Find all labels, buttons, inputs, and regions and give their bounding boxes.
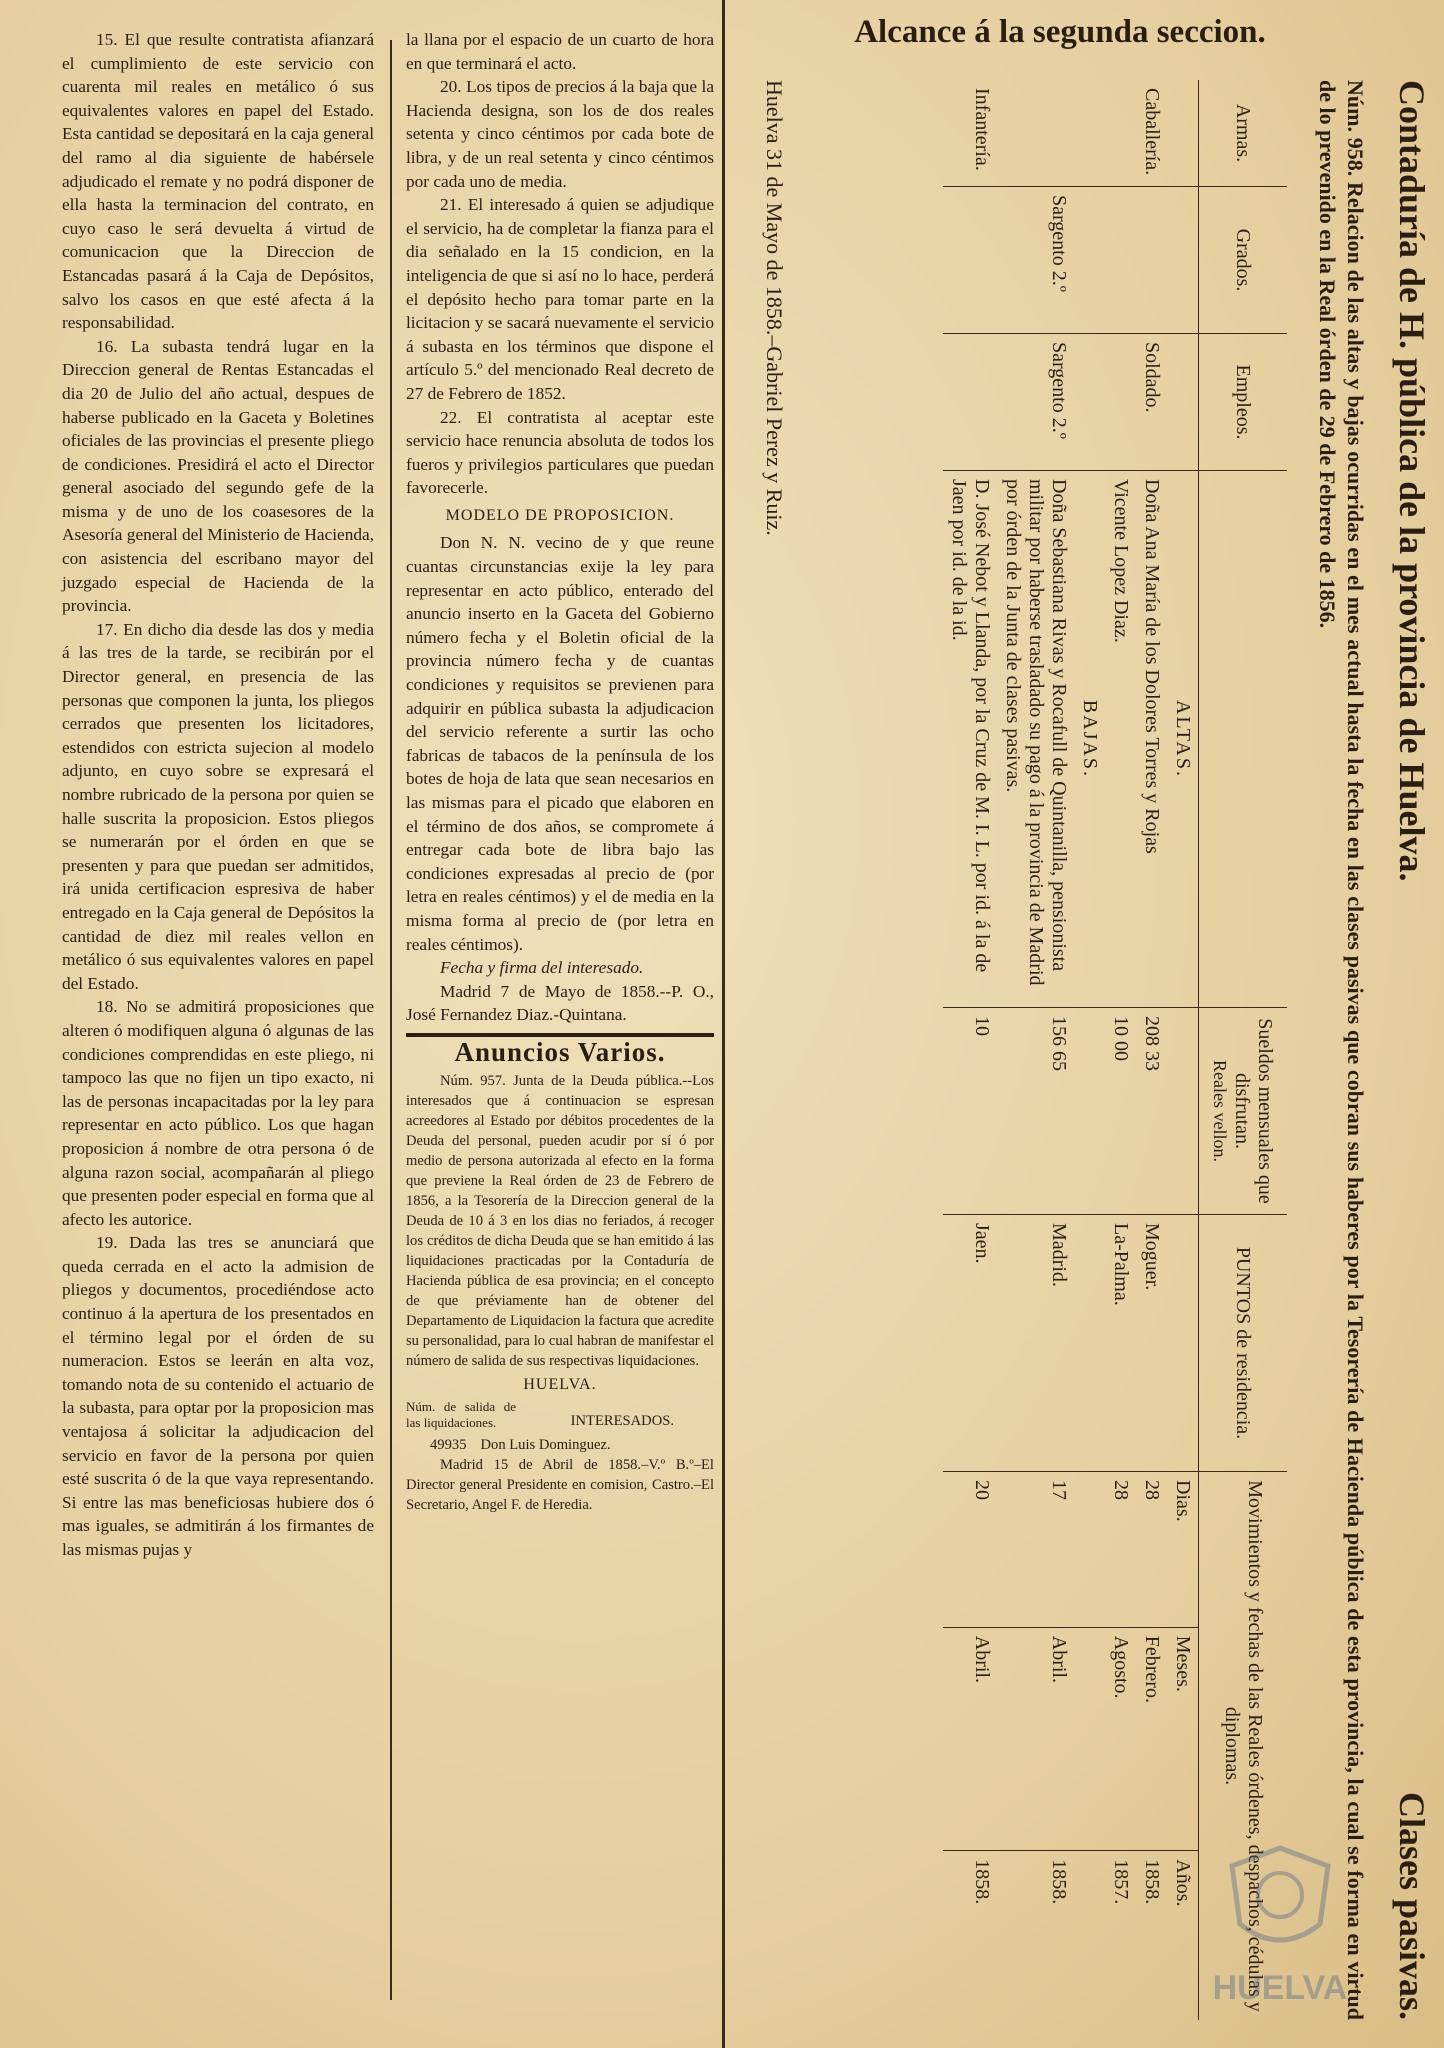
seal-text: HUELVA [1212,1969,1348,2007]
cell-dia: 17 [997,1472,1074,1628]
cell-arma [997,80,1074,187]
header-grados: Grados. [1199,187,1288,334]
column-2 [406,28,714,1515]
header-empleos: Empleos. [1199,334,1288,471]
paragraph-20: 20. Los tipos de precios á la baja que la Hacienda designa, son los de dos reales setenta y cinco céntimos por cada bote de libra, y de un real setenta y cinco céntimos por cada uno de media. [406,77,714,191]
anuncio-957 [406,1071,714,1515]
paragraph-22: 22. El contratista al aceptar este servicio hace renuncia absoluta de todos los fueros y privilegios particulares que puedan favorecerle. [406,407,714,498]
modelo-title: MODELO DE PROPOSICION. [445,506,675,524]
cell-punto: Madrid. [997,1215,1074,1472]
interesados-header: INTERESADOS. [570,1412,674,1429]
column-divider [390,40,392,2000]
cell-arma: Infantería. [971,88,993,171]
seal-shield-icon [1220,1840,1340,1960]
relacion-text: Núm. 958. Relacion de las altas y bajas ocurridas en el mes actual hasta la fecha en las clases pasivas que cobran sus haberes por la Tesorería de Hacienda pública de esta provincia, la cual se forma en virtud de lo prevenido en la Real órden de 29 de Febrero de 1856. [1315,80,1368,2020]
cell-empleo [943,334,997,471]
header-movimientos: Movimientos y fechas de las Reales órdenes, despachos, cédulas y diplomas. [1199,1472,1288,2021]
reales-label: Reales vellon. [1210,1060,1231,1162]
clases-pasivas-title: Clases pasivas. [1392,1791,1432,2020]
cell-arma: Caballería. [1141,88,1163,176]
cell-grado [1136,187,1167,334]
contaduria-title: Contaduría de H. pública de la provincia de Huelva. [1392,80,1432,882]
cell-ano: 1858. [943,1851,997,2020]
sub-anos: Años. [1167,1851,1199,2020]
cell-sueldo: 10 [943,1008,997,1215]
rotated-table-section [737,60,1437,2040]
cell-grado: Sargento 2.º [997,187,1074,334]
cell-punto: Moguer. [1136,1215,1167,1472]
cell-ano: 1858. [1136,1851,1167,2020]
paragraph-continuation: la llana por el espacio de un cuarto de hora en que terminará el acto. [406,30,714,73]
table-row [1105,80,1136,2020]
cell-mes: Agosto. [1105,1627,1136,1851]
cell-dia: 28 [1136,1472,1167,1628]
header-nombres [1199,471,1288,1008]
table-row [943,80,997,2020]
anuncio-headers [406,1399,714,1431]
alcance-heading: Alcance á la segunda seccion. [854,14,1266,50]
paragraph-18: 18. No se admitirá proposiciones que alteren ó modifiquen alguna ó algunas de las condiciones comprendidas en este pliego, ni tampoco las que no fijen un tipo exacto, ni las de personas incapacitadas por la ley para representar en acto público. Los que hagan proposicion á nombre de otra persona ó de alguna razon social, acompañarán al pliego que presenten poder especial en forma que al afecto les autorice. [62,997,374,1229]
header-puntos: PUNTOS de residencia. [1199,1215,1288,1472]
modelo-fecha: Fecha y firma del interesado. [440,958,644,978]
library-seal-icon [1180,1840,1380,2030]
table-row [1136,80,1167,2020]
cell-empleo: Sargento 2.º [997,334,1074,471]
cell-grado [1105,187,1136,334]
signature-line: Huelva 31 de Mayo de 1858.–Gabriel Perez y Ruiz. [762,80,787,536]
altas-bajas-table [943,80,1287,2020]
sub-meses: Meses. [1167,1627,1199,1851]
entry-name: Don Luis Dominguez. [480,1436,611,1453]
cell-nombre: Vicente Lopez Diaz. [1105,471,1136,1008]
cell-empleo: Soldado. [1136,334,1167,471]
cell-nombre: Doña Sebastiana Rivas y Rocafull de Quintanilla, pensionista militar por haberse trasladado su pago á la provincia de Madrid por órden de la Junta de clases pasivas. [997,471,1074,1008]
header-armas: Armas. [1199,80,1288,187]
cell-empleo [1105,334,1136,471]
cell-punto: La-Palma. [1105,1215,1136,1472]
header-sueldos [1199,1008,1288,1215]
sub-dias: Dias. [1167,1472,1199,1628]
anuncios-title: Anuncios Varios. [454,1036,666,1067]
cell-ano: 1858. [997,1851,1074,2020]
bajas-label: BAJAS. [1074,471,1105,1008]
sueldos-label: Sueldos mensuales que disfrutan. [1231,1018,1277,1204]
paragraph-19: 19. Dada las tres se anunciará que queda cerrada en el acto la admision de pliegos y documentos, procediéndose acto continuo á la apertura de los presentados en el término legal por el órden de su numeracion. Estos se leerán en alta voz, tomando nota de su contenido el actuario de la subasta, para optar por la proposicion mas ventajosa á solicitar la adjudicacion del servicio en favor de la persona por quien esté suscrita ó de la que vaya representando. Si entre las mas beneficiosas hubiere dos ó mas iguales, se admitirán á los firmantes de las mismas pujas y [62,1233,374,1559]
cell-mes: Abril. [997,1627,1074,1851]
paragraph-17: 17. En dicho dia desde las dos y media á las tres de la tarde, se recibirán por el Director general, en presencia de las personas que componen la junta, los pliegos cerrados que presenten los licitadores, estendidos con estricta sujecion al modelo adjunto, en cuyo sobre se expresará el nombre rubricado de la persona por quien se halle suscrita la proposicion. Estos pliegos se numerarán por el órden en que se presenten y para que puedan ser admitidos, irá unida certificacion espresiva de haber entregado en la Caja general de Depósitos la cantidad de diez mil reales vellon en metálico ó sus equivalentes valores en papel del Estado. [62,619,374,993]
cell-sueldo: 156 65 [997,1008,1074,1215]
cell-sueldo: 208 33 [1136,1008,1167,1215]
altas-label: ALTAS. [1167,471,1199,1008]
cell-mes: Abril. [943,1627,997,1851]
column-1 [62,28,374,1562]
paragraph-15: 15. El que resulte contratista afianzará el cumplimiento de este servicio con cuarenta mil reales en metálico ó sus equivalentes valores en papel del Estado. Esta cantidad se depositará en la caja general del ramo al dia siguiente de habérsele adjudicado el remate y no podrá disponer de ella hasta la terminacion del contrato, en cuyo caso le será devuelta á virtud de comunicacion que la Direccion de Estancadas pasará á la Caja de Depósitos, salvo los casos en que esté afecta á la responsabilidad. [62,30,374,333]
cell-grado [943,187,997,334]
huelva-heading: HUELVA. [523,1375,597,1393]
modelo-firma: Madrid 7 de Mayo de 1858.--P. O., José Fernandez Diaz.-Quintana. [406,981,714,1025]
cell-sueldo: 10 00 [1105,1008,1136,1215]
section-divider [722,0,725,2048]
table-row [997,80,1074,2020]
modelo-text: Don N. N. vecino de y que reune cuantas circunstancias exije la ley para representar en acto público, enterado del anuncio inserto en la Gaceta del Gobierno número fecha y el Boletin oficial de la provincia número fecha y de cuantas condiciones y requisitos se previenen para adquirir en pública subasta la adjudicacion del servicio referente a surtir las ocho fabricas de tabacos de la península de los botes de hoja de lata que sean necesarios en las mismas para el picado que elaboren en el término de dos años, se compromete á entregar cada bote de libra bajo las condiciones expresadas al precio de (por letra en reales céntimos) y el de media en la misma forma al precio de (por letra en reales céntimos). [406,533,714,954]
cell-nombre: Doña Ana María de los Dolores Torres y Rojas [1136,471,1167,1008]
entry-num: 49935 [430,1436,467,1453]
cell-ano: 1857. [1105,1851,1136,2020]
cell-arma [1105,80,1136,187]
cell-dia: 20 [943,1472,997,1628]
anuncio-cierre: Madrid 15 de Abril de 1858.–V.º B.º–El Director general Presidente en comision, Castro.–El Secretario, Angel F. de Heredia. [406,1456,714,1513]
anuncio-text: Núm. 957. Junta de la Deuda pública.--Los interesados que á continuacion se espresan acreedores al Estado por débitos procedentes de la Deuda del personal, pueden acudir por sí ó por medio de persona autorizada al efecto en la forma que previene la Real órden de 23 de Febrero de 1856, a la Tesorería de la Direccion general de la Deuda de 10 á 3 en los dias no feriados, á recoger los créditos de dicha Deuda que se han emitido á las liquidaciones practicadas por la Contaduría de Hacienda pública de esa provincia; en el concepto de que préviamente han de obtener del Departamento de Liquidacion la factura que acredite su personalidad, para lo cual habran de manifestar el número de salida de sus respectivas liquidaciones. [406,1072,714,1369]
paragraph-21: 21. El interesado á quien se adjudique el servicio, ha de completar la fianza para el dia señalado en la 15 condicion, en la inteligencia de que si así no lo hace, perderá el depósito hecho para tomar parte en la licitacion y se sacará nuevamente el servicio á subasta en los términos que dispone el artículo 5.º del mencionado Real decreto de 27 de Febrero de 1852. [406,195,714,403]
paragraph-16: 16. La subasta tendrá lugar en la Direccion general de Rentas Estancadas el dia 20 de Julio del año actual, despues de haberse publicado en la Gaceta y Boletines oficiales de las provincias el presente pliego de condiciones. Presidirá el acto el Director general asociado del segundo gefe de la misma y de uno de los coasesores de la Asesoría general del Ministerio de Hacienda, con asistencia del escribano mayor del juzgado especial de Hacienda de la provincia. [62,336,374,616]
cell-nombre: D. José Nebot y Llanda, por la Cruz de M. I. L. por id. á la de Jaen por id. de la id. [943,471,997,1008]
cell-mes: Febrero. [1136,1627,1167,1851]
cell-dia: 28 [1105,1472,1136,1628]
num-salida-header: Núm. de salida de las liquidaciones. [406,1398,516,1430]
anuncio-entry [406,1435,714,1455]
cell-punto: Jaen. [943,1215,997,1472]
